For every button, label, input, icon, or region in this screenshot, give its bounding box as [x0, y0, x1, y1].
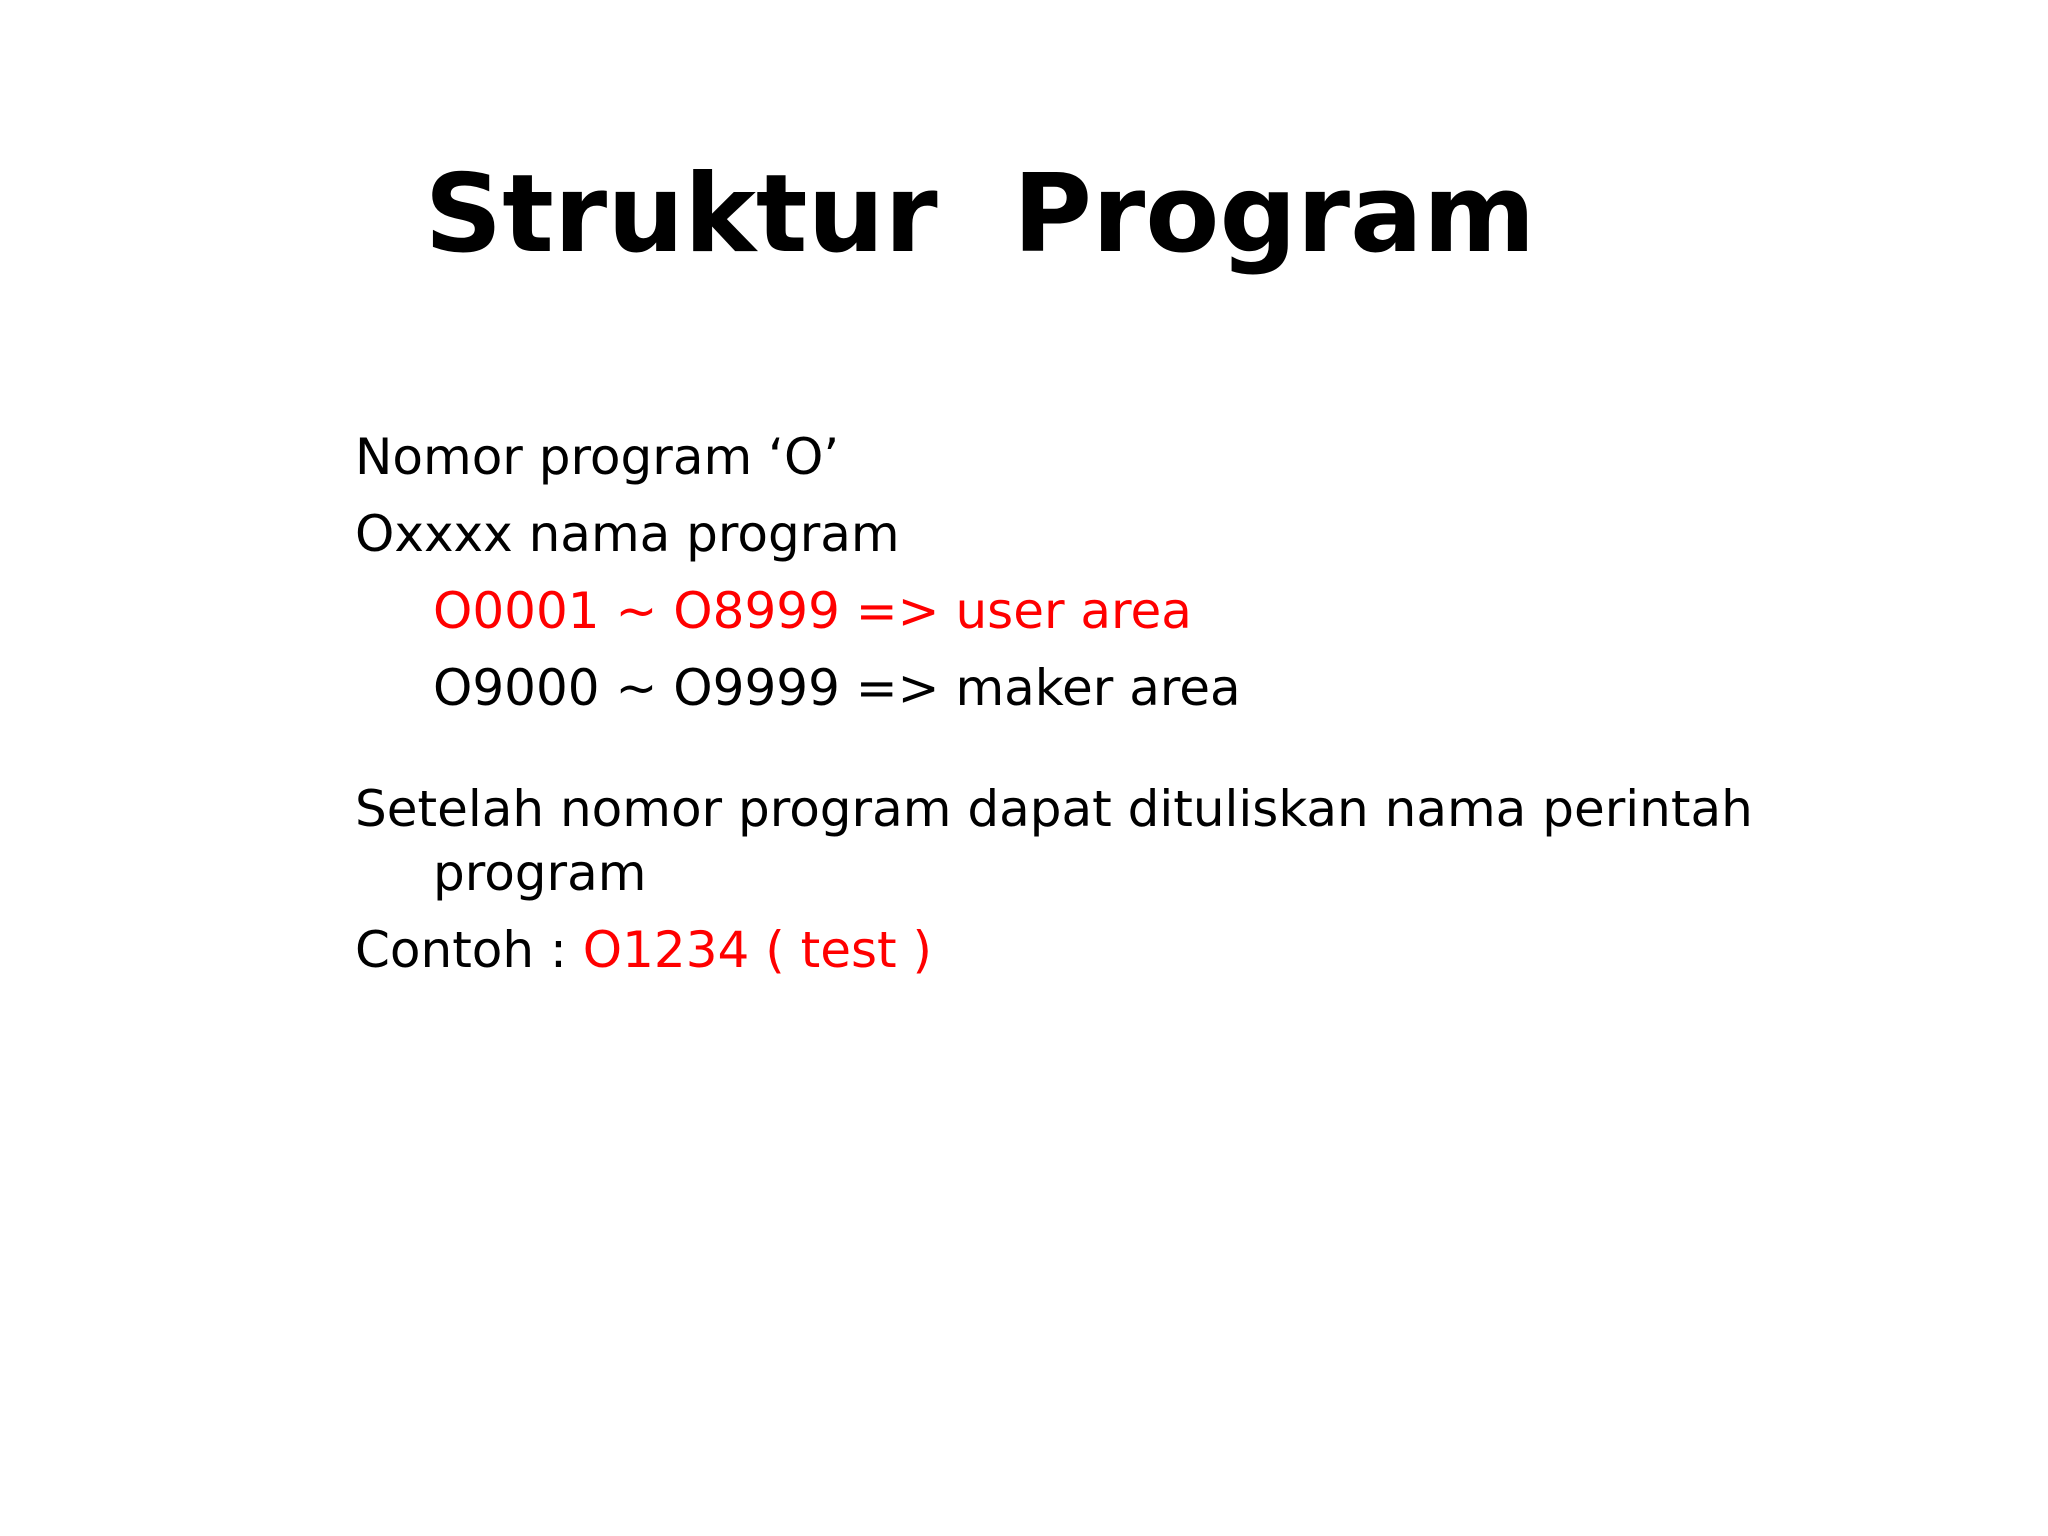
body-line-user-area: O0001 ~ O8999 => user area	[433, 582, 1192, 640]
body-line-maker-area: O9000 ~ O9999 => maker area	[433, 659, 1241, 717]
body-line-program-number: Nomor program ‘O’	[355, 428, 840, 486]
body-line-program-name: Oxxxx nama program	[355, 505, 900, 563]
slide-title: Struktur Program	[424, 152, 1536, 277]
body-line-example	[355, 918, 1805, 982]
example-prefix: Contoh :	[355, 921, 583, 979]
body-line-description: Setelah nomor program dapat dituliskan nama perintah program	[355, 780, 1753, 902]
slide-body	[355, 425, 1805, 995]
example-value: O1234 ( test )	[582, 921, 933, 979]
